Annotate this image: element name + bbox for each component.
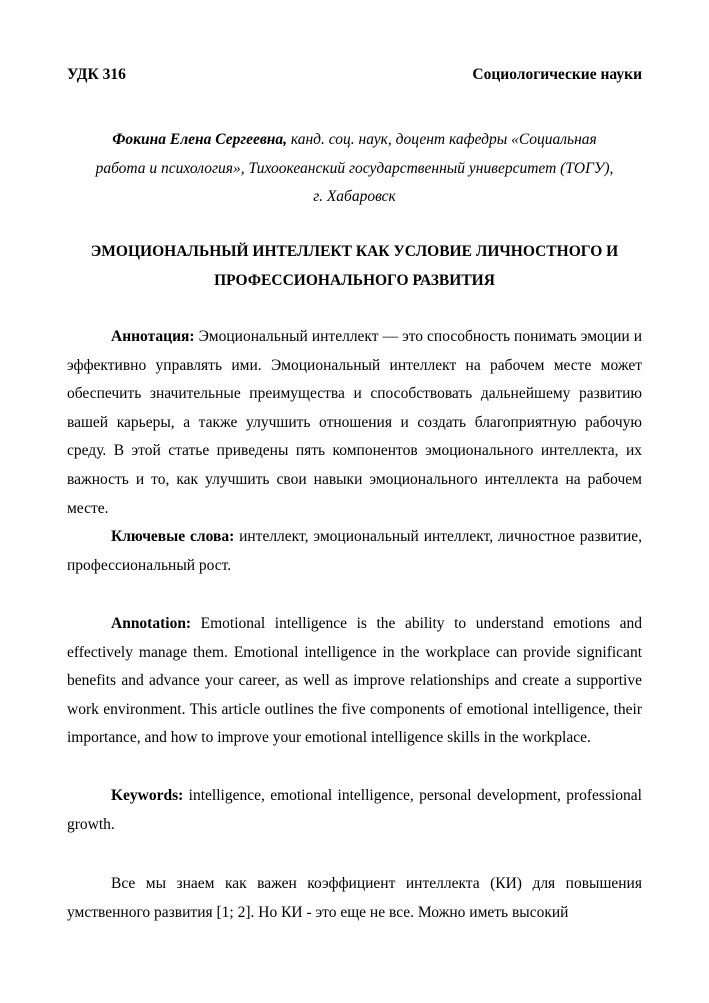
author-name: Фокина Елена Сергеевна, <box>112 131 287 148</box>
author-affiliation-2: работа и психология», Тихоокеанский государственный университет (ТОГУ), <box>95 159 614 177</box>
annotation-ru-label: Аннотация: <box>111 328 195 345</box>
author-block <box>60 126 649 212</box>
article-title <box>60 238 649 295</box>
author-city: г. Хабаровск <box>313 188 396 205</box>
section-name: Социологические науки <box>472 66 642 83</box>
keywords-en-label: Keywords: <box>111 787 184 804</box>
keywords-ru-label: Ключевые слова: <box>111 528 235 545</box>
keywords-en <box>67 782 642 839</box>
annotation-en-label: Annotation: <box>111 615 192 632</box>
title-line-1: ЭМОЦИОНАЛЬНЫЙ ИНТЕЛЛЕКТ КАК УСЛОВИЕ ЛИЧНОСТНОГО И <box>90 243 619 260</box>
keywords-ru <box>67 523 642 580</box>
keywords-en-text: intelligence, emotional intelligence, personal development, professional growth. <box>67 787 642 833</box>
title-line-2: ПРОФЕССИОНАЛЬНОГО РАЗВИТИЯ <box>214 271 495 289</box>
annotation-en <box>67 610 642 753</box>
udk-code: УДК 316 <box>67 66 126 83</box>
author-affiliation-1: канд. соц. наук, доцент кафедры «Социальная <box>287 131 597 148</box>
annotation-en-text: Emotional intelligence is the ability to understand emotions and effectively manage them. Emotional intelligence in the workplace can provide significant benefits and advance your career, as well as improve relationships and create a supportive work environment. This article outlines the five components of emotional intelligence, their importance, and how to improve your emotional intelligence skills in the workplace. <box>67 615 642 747</box>
body-paragraph: Все мы знаем как важен коэффициент интеллекта (КИ) для повышения умственного развития [1; 2]. Но КИ - это еще не все. Можно иметь высокий <box>67 875 642 921</box>
annotation-ru <box>67 323 642 523</box>
keywords-ru-text: интеллект, эмоциональный интеллект, личностное развитие, профессиональный рост. <box>67 528 642 574</box>
annotation-ru-text: Эмоциональный интеллект — это способность понимать эмоции и эффективно управлять ими. Эмоциональный интеллект на рабочем месте может обеспечить значительные преимущества и способствовать дальнейшему развитию вашей карьеры, а также улучшить отношения и создать благоприятную рабочую среду. В этой статье приведены пять компонентов эмоционального интеллекта, их важность и то, как улучшить свои навыки эмоционального интеллекта на рабочем месте. <box>67 328 642 517</box>
page-header <box>67 66 642 86</box>
